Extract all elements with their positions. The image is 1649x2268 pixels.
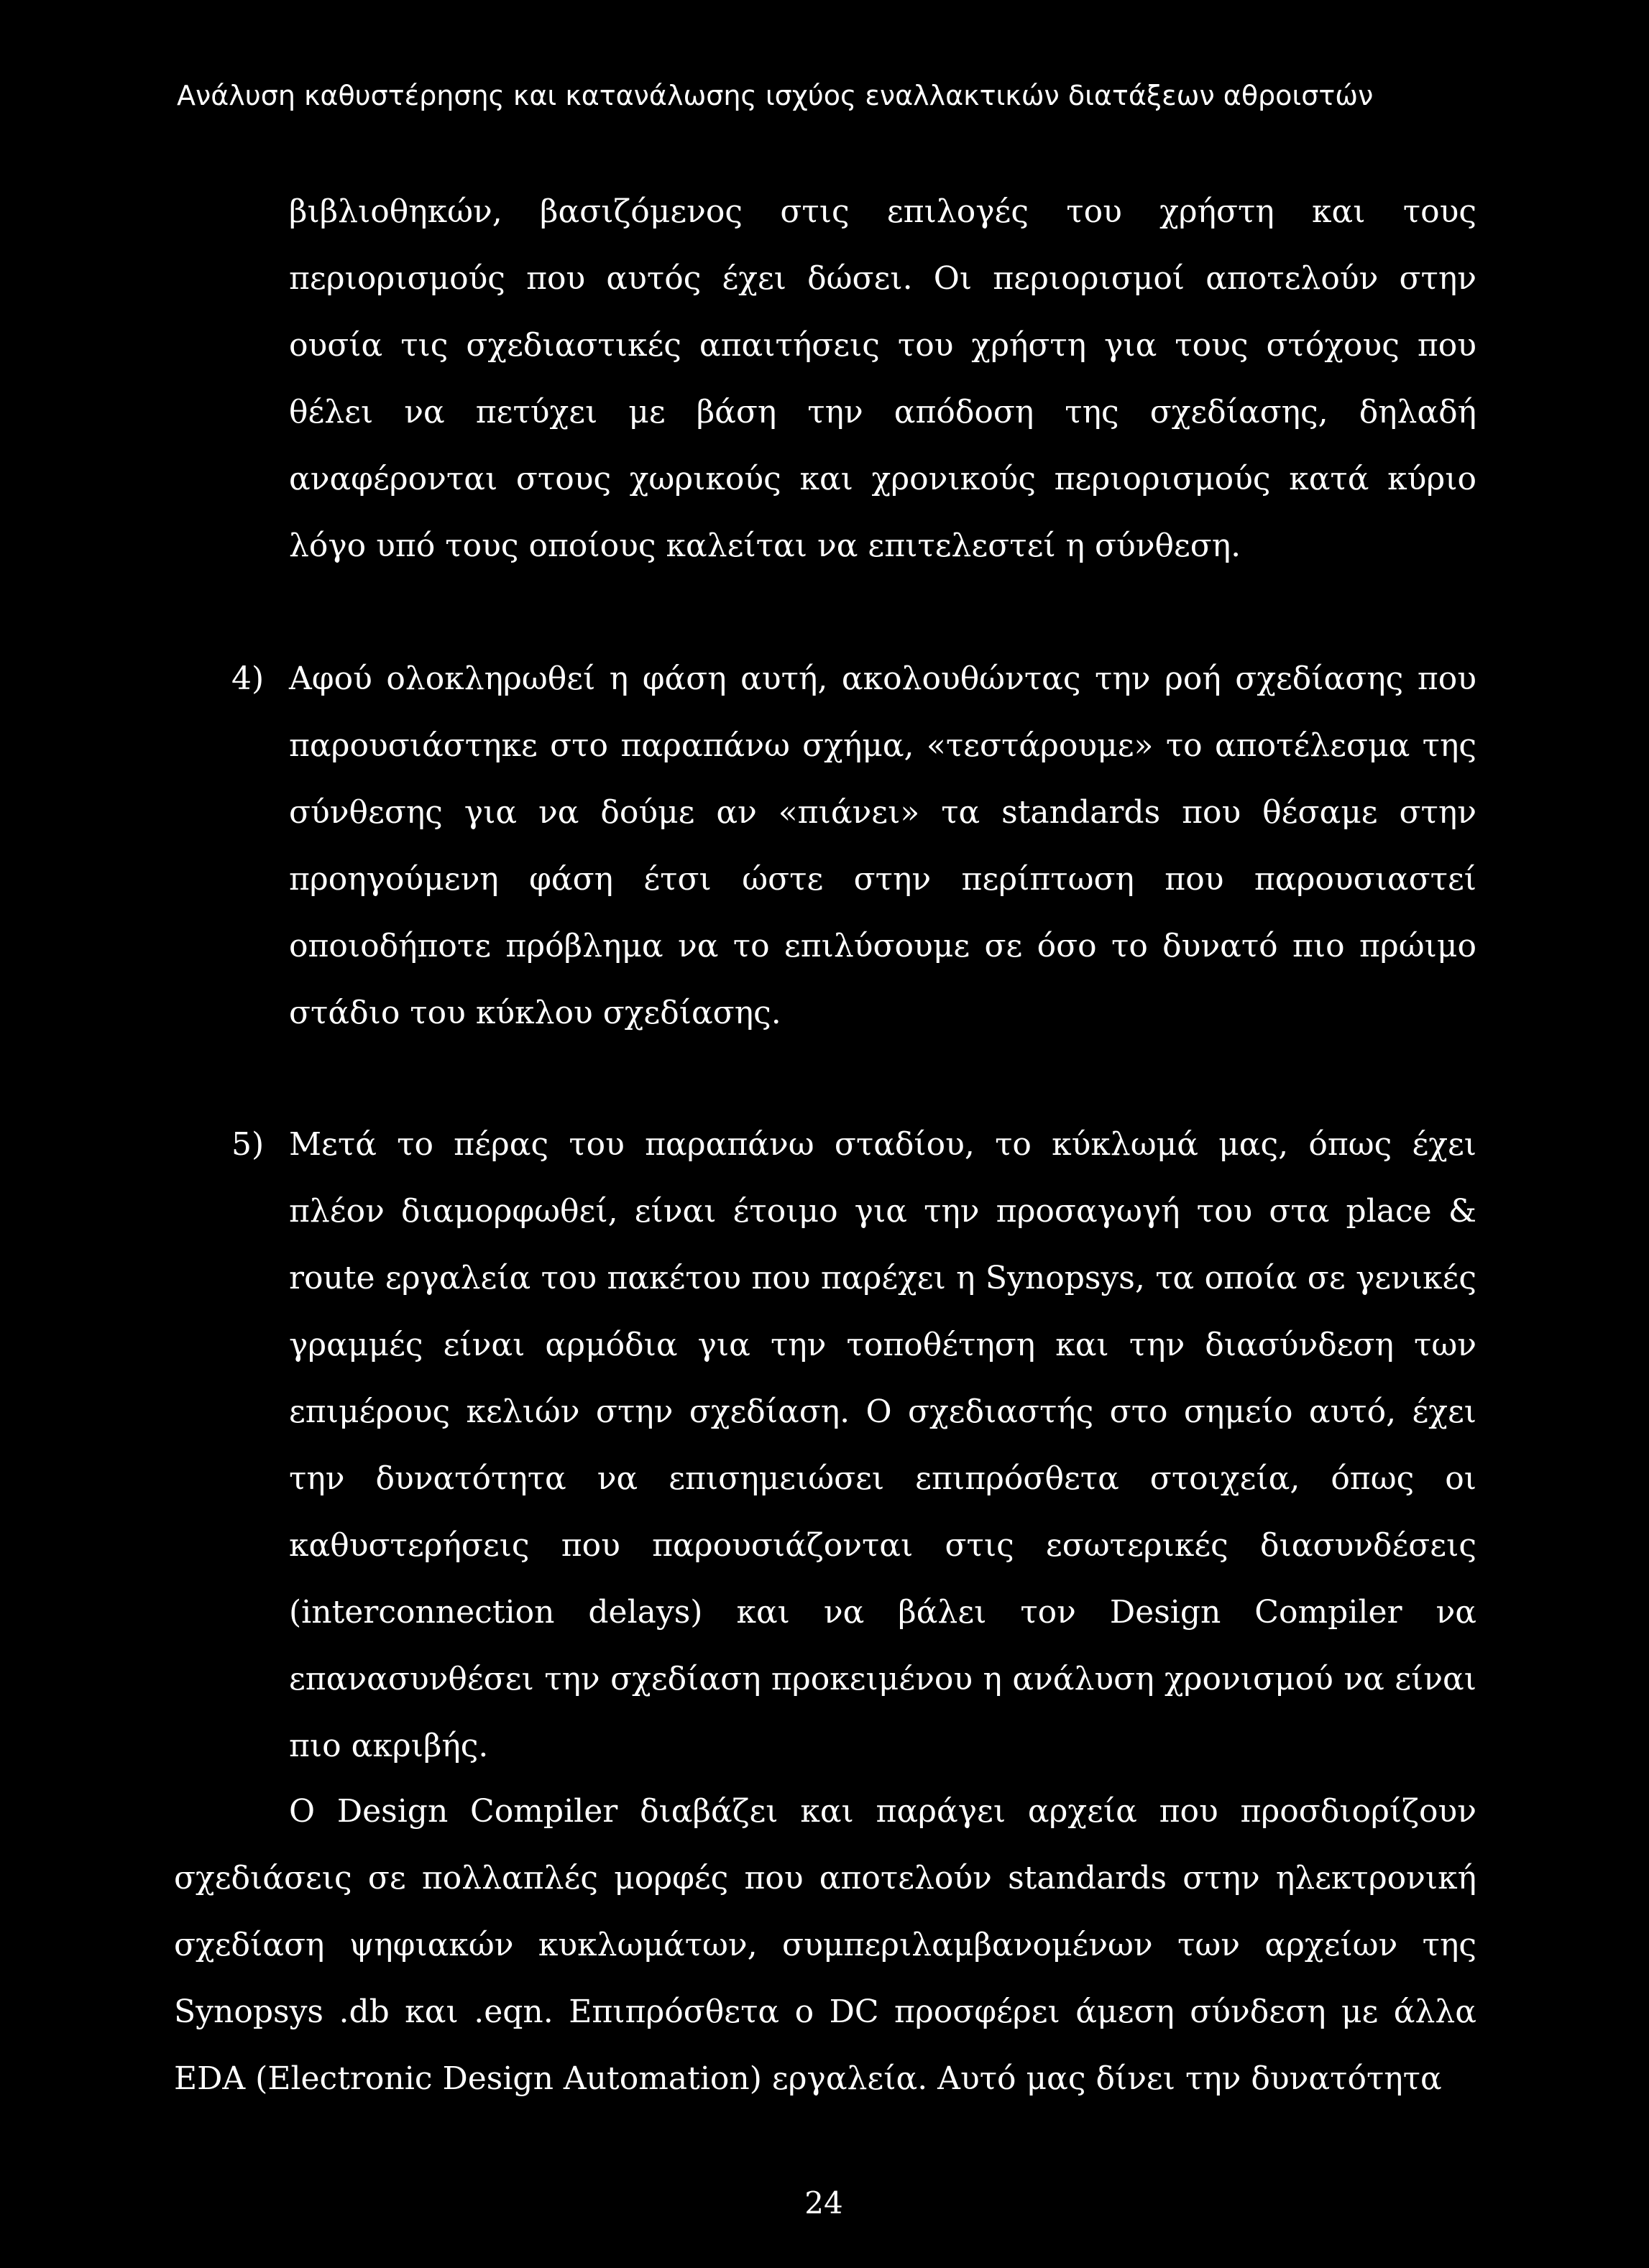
list-item-number-5: 5) — [231, 1126, 265, 1163]
body-paragraph: Ο Design Compiler διαβάζει και παράγει αρχεία που προσδιορίζουν σχεδιάσεις σε πολλαπλές μορφές που αποτελούν standards στην ηλεκτρονική σχεδίαση ψηφιακών κυκλωμάτων, συμπεριλαμβανομένων των αρχείων της Synopsys .db και .eqn. Επιπρόσθετα ο DC προσφέρει άμεση σύνδεση με άλλα EDA (Electronic Design Automation) εργαλεία. Αυτό μας δίνει την δυνατότητα — [174, 1793, 1476, 2097]
list-item-text-5: Μετά το πέρας του παραπάνω σταδίου, το κύκλωμά μας, όπως έχει πλέον διαμορφωθεί, είναι έτοιμο για την προσαγωγή του στα place & route εργαλεία του πακέτου που παρέχει η Synopsys, τα οποία σε γενικές γραμμές είναι αρμόδια για την τοποθέτηση και την διασύνδεση των επιμέρους κελιών στην σχεδίαση. Ο σχεδιαστής στο σημείο αυτό, έχει την δυνατότητα να επισημειώσει επιπρόσθετα στοιχεία, όπως οι καθυστερήσεις που παρουσιάζονται στις εσωτερικές διασυνδέσεις (interconnection delays) και να βάλει τον Design Compiler να επανασυνθέσει την σχεδίαση προκειμένου η ανάλυση χρονισμού να είναι πιο ακριβής. — [289, 1126, 1476, 1764]
page-number: 24 — [804, 2185, 843, 2221]
list-item-text-4: Αφού ολοκληρωθεί η φάση αυτή, ακολουθώντας την ροή σχεδίασης που παρουσιάστηκε στο παραπάνω σχήμα, «τεστάρουμε» το αποτέλεσμα της σύνθεσης για να δούμε αν «πιάνει» τα standards που θέσαμε στην προηγούμενη φάση έτσι ώστε στην περίπτωση που παρουσιαστεί οποιοδήποτε πρόβλημα να το επιλύσουμε σε όσο το δυνατό πιο πρώιμο στάδιο του κύκλου σχεδίασης. — [289, 660, 1476, 1031]
continuation-paragraph: βιβλιοθηκών, βασιζόμενος στις επιλογές του χρήστη και τους περιορισμούς που αυτός έχει δώσει. Οι περιορισμοί αποτελούν στην ουσία τις σχεδιαστικές απαιτήσεις του χρήστη για τους στόχους που θέλει να πετύχει με βάση την απόδοση της σχεδίασης, δηλαδή αναφέρονται στους χωρικούς και χρονικούς περιορισμούς κατά κύριο λόγο υπό τους οποίους καλείται να επιτελεστεί η σύνθεση. — [289, 193, 1476, 564]
running-header: Ανάλυση καθυστέρησης και κατανάλωσης ισχύος εναλλακτικών διατάξεων αθροιστών — [177, 80, 1374, 111]
list-item-number-4: 4) — [231, 660, 265, 697]
